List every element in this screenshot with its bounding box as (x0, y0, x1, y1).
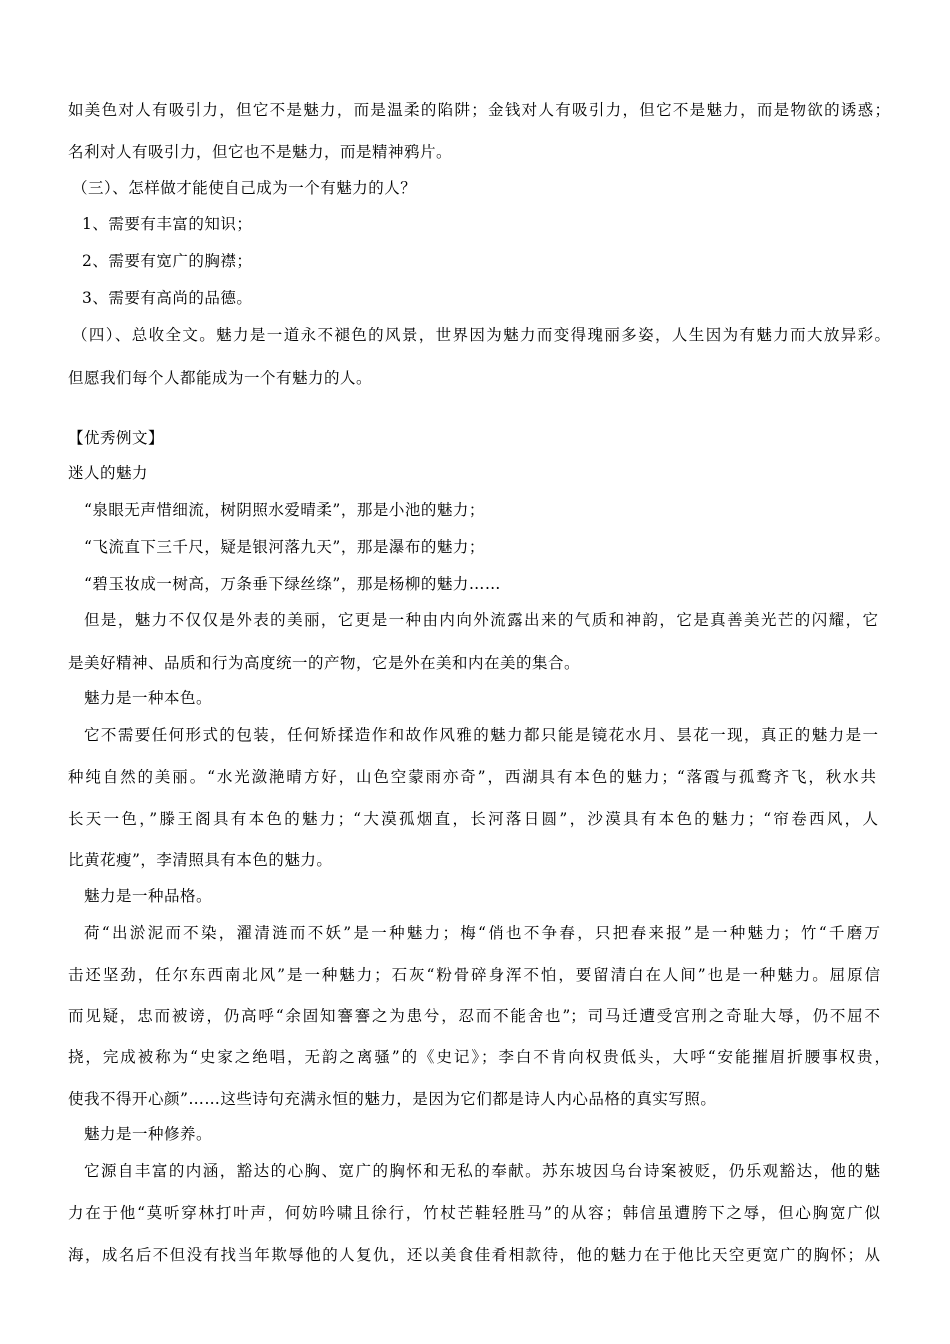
paragraph-line: 而见疑，忠而被谤，仍高呼“余固知謇謇之为患兮，忍而不能舍也”；司马迁遭受宫刑之奇耻大辱，仍不屈不 (68, 1007, 880, 1025)
paragraph-line: 名利对人有吸引力，但它也不是魅力，而是精神鸦片。 (68, 143, 453, 161)
paragraph-line: 如美色对人有吸引力，但它不是魅力，而是温柔的陷阱；金钱对人有吸引力，但它不是魅力，而是物欲的诱惑； (68, 101, 890, 119)
list-item: 1、需要有丰富的知识； (82, 215, 253, 233)
section-heading: （四）、总收全文。魅力是一道永不褪色的风景，世界因为魅力而变得瑰丽多姿，人生因为有魅力而大放异彩。 (72, 326, 890, 344)
paragraph-line: 长天一色，”滕王阁具有本色的魅力；“大漠孤烟直，长河落日圆”，沙漠具有本色的魅力；“帘卷西风，人 (68, 810, 878, 828)
list-item: 2、需要有宽广的胸襟； (82, 252, 253, 270)
paragraph-line: 但是，魅力不仅仅是外表的美丽，它更是一种由内向外流露出来的气质和神韵，它是真善美光芒的闪耀，它 (84, 611, 878, 629)
essay-title: 迷人的魅力 (68, 464, 149, 482)
paragraph-line: “碧玉妆成一树高，万条垂下绿丝绦”，那是杨柳的魅力…… (84, 575, 501, 593)
paragraph-line: 是美好精神、品质和行为高度统一的产物，它是外在美和内在美的集合。 (68, 654, 581, 672)
paragraph-line: 挠，完成被称为“史家之绝唱，无韵之离骚”的《史记》；李白不肯向权贵低头，大呼“安能摧眉折腰事权贵， (68, 1048, 890, 1066)
paragraph-line: 海，成名后不但没有找当年欺辱他的人复仇，还以美食佳肴相款待，他的魅力在于他比天空更宽广的胸怀；从 (68, 1246, 880, 1264)
paragraph-line: 但愿我们每个人都能成为一个有魅力的人。 (68, 369, 373, 387)
paragraph-line: “泉眼无声惜细流，树阴照水爱晴柔”，那是小池的魅力； (84, 501, 485, 519)
example-label: 【优秀例文】 (68, 429, 165, 447)
paragraph-line: 荷“出淤泥而不染，濯清涟而不妖”是一种魅力；梅“俏也不争春，只把春来报”是一种魅力；竹“千磨万 (84, 924, 880, 942)
paragraph-line: “飞流直下三千尺，疑是银河落九天”，那是瀑布的魅力； (84, 538, 485, 556)
section-heading: （三）、怎样做才能使自己成为一个有魅力的人？ (72, 179, 417, 197)
paragraph-heading: 魅力是一种品格。 (84, 887, 213, 905)
paragraph-line: 力在于他“莫听穿林打叶声，何妨吟啸且徐行，竹杖芒鞋轻胜马”的从容；韩信虽遭胯下之辱，但心胸宽广似 (68, 1204, 880, 1222)
paragraph-line: 它源自丰富的内涵，豁达的心胸、宽广的胸怀和无私的奉献。苏东坡因乌台诗案被贬，仍乐观豁达，他的魅 (84, 1162, 880, 1180)
paragraph-heading: 魅力是一种本色。 (84, 689, 213, 707)
paragraph-heading: 魅力是一种修养。 (84, 1125, 213, 1143)
paragraph-line: 比黄花瘦”，李清照具有本色的魅力。 (68, 851, 333, 869)
paragraph-line: 击还坚劲，任尔东西南北风”是一种魅力；石灰“粉骨碎身浑不怕，要留清白在人间”也是一种魅力。屈原信 (68, 966, 880, 984)
paragraph-line: 使我不得开心颜”……这些诗句充满永恒的魅力，是因为它们都是诗人内心品格的真实写照。 (68, 1090, 717, 1108)
list-item: 3、需要有高尚的品德。 (82, 289, 253, 307)
paragraph-line: 种纯自然的美丽。“水光潋滟晴方好，山色空蒙雨亦奇”，西湖具有本色的魅力；“落霞与孤鹜齐飞，秋水共 (68, 768, 876, 786)
paragraph-line: 它不需要任何形式的包装，任何矫揉造作和故作风雅的魅力都只能是镜花水月、昙花一现，真正的魅力是一 (84, 726, 878, 744)
